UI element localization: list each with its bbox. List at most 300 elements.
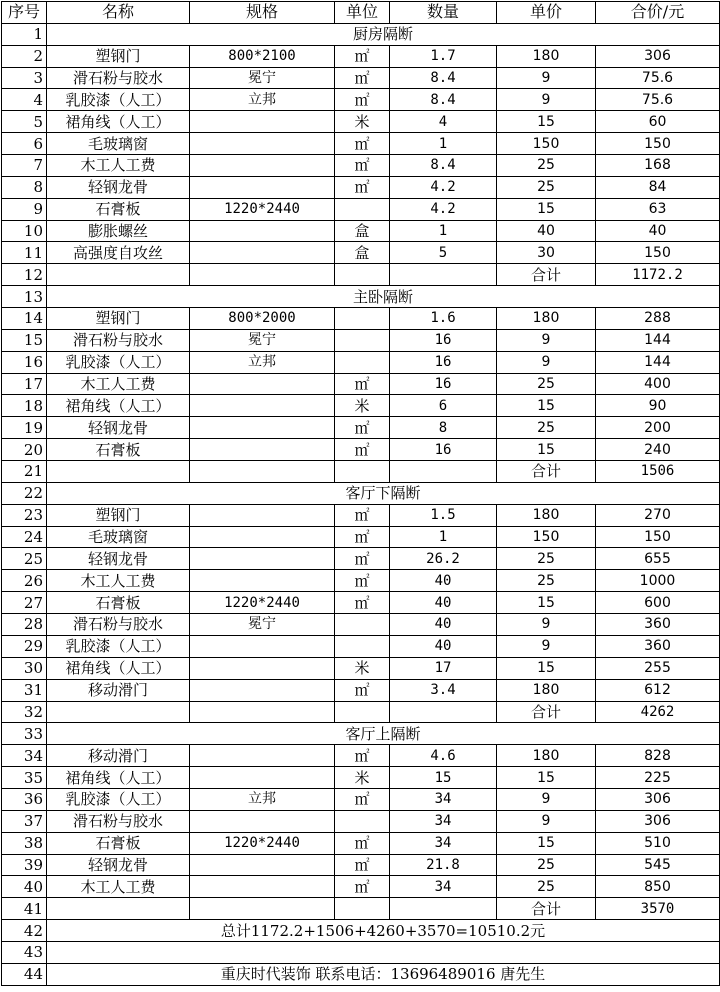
item-unit-cell[interactable]: ㎡ [335,570,390,592]
item-unit-cell[interactable]: ㎡ [335,788,390,810]
item-unit-cell[interactable] [335,198,390,220]
item-price-cell[interactable]: 25 [497,176,596,198]
item-name-cell[interactable]: 毛玻璃窗 [47,133,190,155]
item-name-cell[interactable]: 裙角线（人工） [47,395,190,417]
item-unit-cell[interactable]: ㎡ [335,832,390,854]
item-spec-cell[interactable]: 1220*2440 [190,832,335,854]
item-price-cell[interactable]: 150 [497,133,596,155]
item-unit-cell[interactable]: ㎡ [335,67,390,89]
item-qty-cell[interactable]: 4.6 [390,745,497,767]
item-amount-cell[interactable]: 150 [596,526,720,548]
header-price[interactable]: 单价 [497,2,596,24]
item-name-cell[interactable]: 乳胶漆（人工） [47,351,190,373]
row-number-cell[interactable]: 24 [2,526,47,548]
item-qty-cell[interactable]: 16 [390,329,497,351]
item-qty-cell[interactable]: 16 [390,351,497,373]
table-row [2,767,720,789]
item-amount-cell[interactable]: 270 [596,504,720,526]
item-amount-cell[interactable]: 150 [596,242,720,264]
item-price-cell[interactable]: 9 [497,788,596,810]
item-price-cell[interactable]: 15 [497,657,596,679]
item-qty-cell[interactable]: 5 [390,242,497,264]
item-spec-cell[interactable]: 800*2000 [190,308,335,330]
table-row [2,788,720,810]
empty-cell[interactable] [190,264,335,286]
row-number-cell[interactable]: 21 [2,461,47,483]
item-amount-cell[interactable]: 40 [596,220,720,242]
row-number-cell[interactable]: 30 [2,657,47,679]
subtotal-label-cell[interactable]: 合计 [497,264,596,286]
empty-cell[interactable] [390,701,497,723]
item-unit-cell[interactable]: ㎡ [335,373,390,395]
row-number-cell[interactable]: 12 [2,264,47,286]
table-row [2,45,720,67]
table-row [2,155,720,177]
item-qty-cell[interactable]: 34 [390,876,497,898]
empty-cell[interactable] [190,701,335,723]
item-qty-cell[interactable]: 40 [390,635,497,657]
item-spec-cell[interactable]: 1220*2440 [190,198,335,220]
item-name-cell[interactable]: 塑钢门 [47,45,190,67]
item-qty-cell[interactable]: 1.6 [390,308,497,330]
table-row [2,329,720,351]
item-qty-cell[interactable]: 1 [390,133,497,155]
header-spec[interactable]: 规格 [190,2,335,24]
item-unit-cell[interactable]: ㎡ [335,548,390,570]
row-number-cell[interactable]: 35 [2,767,47,789]
item-price-cell[interactable]: 9 [497,89,596,111]
subtotal-amount-cell[interactable]: 4262 [596,701,720,723]
item-price-cell[interactable]: 15 [497,395,596,417]
table-row [2,526,720,548]
item-spec-cell[interactable] [190,439,335,461]
item-price-cell[interactable]: 15 [497,111,596,133]
item-unit-cell[interactable]: ㎡ [335,876,390,898]
item-name-cell[interactable]: 石膏板 [47,592,190,614]
item-spec-cell[interactable]: 800*2100 [190,45,335,67]
item-spec-cell[interactable]: 冕宁 [190,329,335,351]
empty-cell[interactable] [390,461,497,483]
item-amount-cell[interactable]: 63 [596,198,720,220]
row-number-cell[interactable]: 23 [2,504,47,526]
item-amount-cell[interactable]: 288 [596,308,720,330]
row-number-cell[interactable]: 16 [2,351,47,373]
table-row [2,745,720,767]
row-number-cell[interactable]: 15 [2,329,47,351]
item-name-cell[interactable]: 轻钢龙骨 [47,548,190,570]
table-row [2,395,720,417]
item-price-cell[interactable]: 180 [497,745,596,767]
row-number-cell[interactable]: 8 [2,176,47,198]
item-spec-cell[interactable] [190,679,335,701]
row-number-cell[interactable]: 19 [2,417,47,439]
section-title-cell[interactable]: 客厅上隔断 [47,723,720,745]
row-number-cell[interactable]: 28 [2,614,47,636]
item-price-cell[interactable]: 150 [497,526,596,548]
item-qty-cell[interactable]: 8.4 [390,67,497,89]
item-amount-cell[interactable]: 306 [596,788,720,810]
row-number-cell[interactable]: 2 [2,45,47,67]
item-spec-cell[interactable] [190,417,335,439]
table-body [2,2,720,986]
row-number-cell[interactable]: 29 [2,635,47,657]
item-unit-cell[interactable] [335,329,390,351]
item-spec-cell[interactable] [190,767,335,789]
row-number-cell[interactable]: 25 [2,548,47,570]
footer-contact-cell[interactable]: 重庆时代装饰 联系电话：13696489016 唐先生 [47,963,720,985]
item-spec-cell[interactable] [190,373,335,395]
item-spec-cell[interactable] [190,635,335,657]
item-unit-cell[interactable]: ㎡ [335,504,390,526]
empty-cell[interactable] [335,461,390,483]
item-name-cell[interactable]: 滑石粉与胶水 [47,810,190,832]
item-name-cell[interactable]: 塑钢门 [47,308,190,330]
item-name-cell[interactable]: 木工人工费 [47,570,190,592]
empty-cell[interactable] [47,264,190,286]
row-number-cell[interactable]: 31 [2,679,47,701]
row-number-cell[interactable]: 40 [2,876,47,898]
row-number-cell[interactable]: 26 [2,570,47,592]
row-number-cell[interactable]: 37 [2,810,47,832]
subtotal-label-cell[interactable]: 合计 [497,461,596,483]
item-spec-cell[interactable] [190,657,335,679]
row-number-cell[interactable]: 38 [2,832,47,854]
item-price-cell[interactable]: 15 [497,198,596,220]
item-name-cell[interactable]: 裙角线（人工） [47,657,190,679]
item-amount-cell[interactable]: 306 [596,810,720,832]
item-name-cell[interactable]: 裙角线（人工） [47,111,190,133]
item-spec-cell[interactable] [190,548,335,570]
empty-cell[interactable] [335,701,390,723]
item-name-cell[interactable]: 毛玻璃窗 [47,526,190,548]
item-name-cell[interactable]: 高强度自攻丝 [47,242,190,264]
row-number-cell[interactable]: 27 [2,592,47,614]
subtotal-amount-cell[interactable]: 3570 [596,898,720,920]
header-no[interactable]: 序号 [2,2,47,24]
item-name-cell[interactable]: 滑石粉与胶水 [47,614,190,636]
item-unit-cell[interactable]: ㎡ [335,417,390,439]
item-qty-cell[interactable]: 34 [390,810,497,832]
item-unit-cell[interactable]: ㎡ [335,89,390,111]
item-spec-cell[interactable] [190,155,335,177]
row-number-cell[interactable]: 14 [2,308,47,330]
row-number-cell[interactable]: 1 [2,23,47,45]
item-amount-cell[interactable]: 144 [596,351,720,373]
item-amount-cell[interactable]: 655 [596,548,720,570]
item-amount-cell[interactable]: 545 [596,854,720,876]
item-spec-cell[interactable]: 立邦 [190,351,335,373]
empty-cell[interactable] [390,898,497,920]
item-qty-cell[interactable]: 4.2 [390,198,497,220]
item-spec-cell[interactable]: 冕宁 [190,67,335,89]
item-name-cell[interactable]: 木工人工费 [47,155,190,177]
item-qty-cell[interactable]: 17 [390,657,497,679]
item-name-cell[interactable]: 石膏板 [47,832,190,854]
row-number-cell[interactable]: 39 [2,854,47,876]
header-amount[interactable]: 合价/元 [596,2,720,24]
item-amount-cell[interactable]: 360 [596,614,720,636]
item-amount-cell[interactable]: 150 [596,133,720,155]
item-qty-cell[interactable]: 21.8 [390,854,497,876]
item-qty-cell[interactable]: 40 [390,592,497,614]
item-name-cell[interactable]: 移动滑门 [47,745,190,767]
item-name-cell[interactable]: 裙角线（人工） [47,767,190,789]
grand-total-cell[interactable]: 总计1172.2+1506+4260+3570=10510.2元 [47,920,720,942]
table-row [2,89,720,111]
item-unit-cell[interactable]: ㎡ [335,526,390,548]
item-price-cell[interactable]: 25 [497,548,596,570]
item-unit-cell[interactable] [335,614,390,636]
item-name-cell[interactable]: 木工人工费 [47,373,190,395]
section-title-cell[interactable]: 客厅下隔断 [47,482,720,504]
header-qty[interactable]: 数量 [390,2,497,24]
row-number-cell[interactable]: 33 [2,723,47,745]
item-qty-cell[interactable]: 1.5 [390,504,497,526]
item-amount-cell[interactable]: 168 [596,155,720,177]
empty-cell[interactable] [190,461,335,483]
item-qty-cell[interactable]: 40 [390,614,497,636]
item-price-cell[interactable]: 9 [497,614,596,636]
item-spec-cell[interactable]: 1220*2440 [190,592,335,614]
item-price-cell[interactable]: 9 [497,351,596,373]
item-price-cell[interactable]: 180 [497,45,596,67]
row-number-cell[interactable]: 4 [2,89,47,111]
item-amount-cell[interactable]: 84 [596,176,720,198]
item-spec-cell[interactable] [190,111,335,133]
item-amount-cell[interactable]: 1000 [596,570,720,592]
item-price-cell[interactable]: 9 [497,635,596,657]
item-price-cell[interactable]: 9 [497,329,596,351]
item-price-cell[interactable]: 30 [497,242,596,264]
item-price-cell[interactable]: 15 [497,767,596,789]
row-number-cell[interactable]: 7 [2,155,47,177]
item-unit-cell[interactable]: 米 [335,395,390,417]
item-price-cell[interactable]: 9 [497,67,596,89]
item-name-cell[interactable]: 乳胶漆（人工） [47,635,190,657]
item-qty-cell[interactable]: 26.2 [390,548,497,570]
item-amount-cell[interactable]: 240 [596,439,720,461]
row-number-cell[interactable]: 11 [2,242,47,264]
item-name-cell[interactable]: 滑石粉与胶水 [47,329,190,351]
item-qty-cell[interactable]: 1 [390,526,497,548]
item-unit-cell[interactable]: ㎡ [335,176,390,198]
item-amount-cell[interactable]: 400 [596,373,720,395]
item-spec-cell[interactable] [190,876,335,898]
item-unit-cell[interactable] [335,810,390,832]
item-price-cell[interactable]: 15 [497,439,596,461]
item-qty-cell[interactable]: 34 [390,832,497,854]
table-row [2,810,720,832]
row-number-cell[interactable]: 43 [2,941,47,963]
subtotal-label-cell[interactable]: 合计 [497,898,596,920]
item-amount-cell[interactable]: 144 [596,329,720,351]
item-spec-cell[interactable] [190,504,335,526]
item-qty-cell[interactable]: 8 [390,417,497,439]
item-name-cell[interactable]: 石膏板 [47,198,190,220]
item-spec-cell[interactable] [190,526,335,548]
item-qty-cell[interactable]: 34 [390,788,497,810]
table-row [2,876,720,898]
item-qty-cell[interactable]: 1 [390,220,497,242]
item-amount-cell[interactable]: 60 [596,111,720,133]
item-qty-cell[interactable]: 3.4 [390,679,497,701]
empty-cell[interactable] [47,461,190,483]
item-unit-cell[interactable]: 盒 [335,242,390,264]
row-number-cell[interactable]: 18 [2,395,47,417]
row-number-cell[interactable]: 22 [2,482,47,504]
item-amount-cell[interactable]: 600 [596,592,720,614]
item-unit-cell[interactable]: ㎡ [335,745,390,767]
item-unit-cell[interactable]: 米 [335,111,390,133]
header-unit[interactable]: 单位 [335,2,390,24]
empty-cell[interactable] [47,701,190,723]
item-price-cell[interactable]: 25 [497,373,596,395]
row-number-cell[interactable]: 42 [2,920,47,942]
item-amount-cell[interactable]: 75.6 [596,67,720,89]
section-title-cell[interactable]: 厨房隔断 [47,23,720,45]
item-price-cell[interactable]: 15 [497,832,596,854]
table-row [2,133,720,155]
row-number-cell[interactable]: 5 [2,111,47,133]
table-row [2,111,720,133]
item-unit-cell[interactable] [335,351,390,373]
item-price-cell[interactable]: 25 [497,155,596,177]
row-number-cell[interactable]: 6 [2,133,47,155]
item-name-cell[interactable]: 轻钢龙骨 [47,176,190,198]
item-amount-cell[interactable]: 360 [596,635,720,657]
item-price-cell[interactable]: 25 [497,417,596,439]
item-amount-cell[interactable]: 510 [596,832,720,854]
subtotal-amount-cell[interactable]: 1506 [596,461,720,483]
item-amount-cell[interactable]: 255 [596,657,720,679]
item-name-cell[interactable]: 木工人工费 [47,876,190,898]
item-amount-cell[interactable]: 75.6 [596,89,720,111]
item-spec-cell[interactable] [190,242,335,264]
item-name-cell[interactable]: 塑钢门 [47,504,190,526]
item-qty-cell[interactable]: 4.2 [390,176,497,198]
row-number-cell[interactable]: 32 [2,701,47,723]
header-name[interactable]: 名称 [47,2,190,24]
item-qty-cell[interactable]: 16 [390,439,497,461]
item-spec-cell[interactable] [190,854,335,876]
subtotal-amount-cell[interactable]: 1172.2 [596,264,720,286]
row-number-cell[interactable]: 17 [2,373,47,395]
row-number-cell[interactable]: 13 [2,286,47,308]
item-qty-cell[interactable]: 40 [390,570,497,592]
item-name-cell[interactable]: 轻钢龙骨 [47,854,190,876]
subtotal-row [2,461,720,483]
item-name-cell[interactable]: 移动滑门 [47,679,190,701]
item-price-cell[interactable]: 25 [497,876,596,898]
item-unit-cell[interactable]: ㎡ [335,854,390,876]
item-amount-cell[interactable]: 612 [596,679,720,701]
item-price-cell[interactable]: 40 [497,220,596,242]
blank-cell[interactable] [47,941,720,963]
item-price-cell[interactable]: 180 [497,308,596,330]
item-amount-cell[interactable]: 90 [596,395,720,417]
table-row [2,220,720,242]
row-number-cell[interactable]: 44 [2,963,47,985]
table-row [2,679,720,701]
item-spec-cell[interactable]: 立邦 [190,788,335,810]
row-number-cell[interactable]: 41 [2,898,47,920]
item-price-cell[interactable]: 9 [497,810,596,832]
row-number-cell[interactable]: 36 [2,788,47,810]
item-spec-cell[interactable] [190,395,335,417]
item-name-cell[interactable]: 乳胶漆（人工） [47,89,190,111]
item-unit-cell[interactable]: ㎡ [335,439,390,461]
item-qty-cell[interactable]: 6 [390,395,497,417]
table-row [2,504,720,526]
item-price-cell[interactable]: 25 [497,854,596,876]
item-amount-cell[interactable]: 200 [596,417,720,439]
item-amount-cell[interactable]: 828 [596,745,720,767]
item-price-cell[interactable]: 180 [497,679,596,701]
empty-cell[interactable] [335,898,390,920]
empty-cell[interactable] [335,264,390,286]
item-qty-cell[interactable]: 8.4 [390,155,497,177]
empty-cell[interactable] [47,898,190,920]
item-qty-cell[interactable]: 1.7 [390,45,497,67]
item-unit-cell[interactable] [335,635,390,657]
item-unit-cell[interactable]: ㎡ [335,45,390,67]
item-unit-cell[interactable] [335,308,390,330]
item-unit-cell[interactable]: ㎡ [335,679,390,701]
item-qty-cell[interactable]: 4 [390,111,497,133]
item-unit-cell[interactable]: ㎡ [335,592,390,614]
item-spec-cell[interactable] [190,176,335,198]
row-number-cell[interactable]: 34 [2,745,47,767]
table-row [2,67,720,89]
subtotal-label-cell[interactable]: 合计 [497,701,596,723]
item-unit-cell[interactable]: 盒 [335,220,390,242]
item-unit-cell[interactable]: ㎡ [335,155,390,177]
row-number-cell[interactable]: 10 [2,220,47,242]
item-unit-cell[interactable]: 米 [335,657,390,679]
item-spec-cell[interactable] [190,810,335,832]
item-unit-cell[interactable]: ㎡ [335,133,390,155]
item-unit-cell[interactable]: 米 [335,767,390,789]
item-spec-cell[interactable]: 冕宁 [190,614,335,636]
item-name-cell[interactable]: 滑石粉与胶水 [47,67,190,89]
section-row [2,723,720,745]
empty-cell[interactable] [390,264,497,286]
item-name-cell[interactable]: 轻钢龙骨 [47,417,190,439]
item-spec-cell[interactable]: 立邦 [190,89,335,111]
item-spec-cell[interactable] [190,745,335,767]
item-qty-cell[interactable]: 15 [390,767,497,789]
item-name-cell[interactable]: 乳胶漆（人工） [47,788,190,810]
item-amount-cell[interactable]: 306 [596,45,720,67]
item-amount-cell[interactable]: 850 [596,876,720,898]
row-number-cell[interactable]: 20 [2,439,47,461]
item-name-cell[interactable]: 石膏板 [47,439,190,461]
item-spec-cell[interactable] [190,220,335,242]
item-name-cell[interactable]: 膨胀螺丝 [47,220,190,242]
item-spec-cell[interactable] [190,133,335,155]
item-qty-cell[interactable]: 8.4 [390,89,497,111]
section-title-cell[interactable]: 主卧隔断 [47,286,720,308]
item-spec-cell[interactable] [190,570,335,592]
item-amount-cell[interactable]: 225 [596,767,720,789]
row-number-cell[interactable]: 3 [2,67,47,89]
item-qty-cell[interactable]: 16 [390,373,497,395]
item-price-cell[interactable]: 25 [497,570,596,592]
item-price-cell[interactable]: 15 [497,592,596,614]
row-number-cell[interactable]: 9 [2,198,47,220]
item-price-cell[interactable]: 180 [497,504,596,526]
empty-cell[interactable] [190,898,335,920]
